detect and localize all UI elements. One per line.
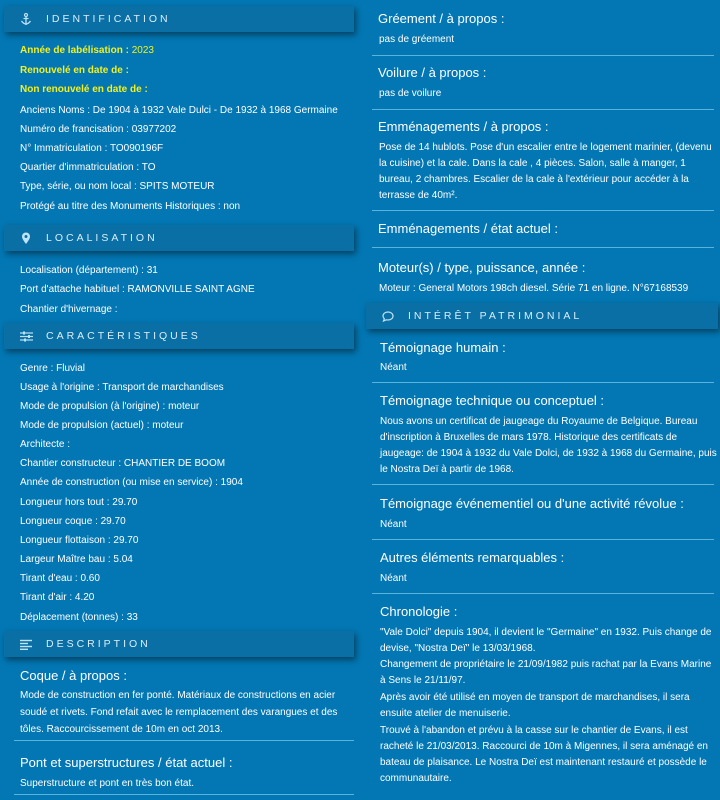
info-line: Déplacement (tonnes) : 33: [20, 612, 138, 623]
chronologie-line: communautaire.: [380, 773, 452, 784]
voilure-title: Voilure / à propos :: [378, 65, 487, 80]
chronologie-line: "Vale Dolci" depuis 1904, il devient le "Germaine" en 1932. Puis change de: [380, 627, 712, 638]
technique-line: Nous avons un certificat de jaugeage du Royaume de Belgique. Bureau: [380, 416, 698, 427]
moteur-title: Moteur(s) / type, puissance, année :: [378, 260, 586, 275]
chronologie-line: Trouvé à l'abandon et prévu à la casse sur le chantier de Evans, il est: [380, 725, 688, 736]
section-header-description: [4, 631, 354, 657]
chronologie-line: ensuite atelier de menuiserie.: [380, 708, 511, 719]
autres-text: Néant: [380, 573, 407, 584]
info-line: Longueur coque : 29.70: [20, 516, 126, 527]
coque-line: Mode de construction en fer ponté. Matériaux de constructions en acier: [20, 690, 336, 701]
section-title: CARACTÉRISTIQUES: [46, 330, 201, 342]
greement-title: Gréement / à propos :: [378, 11, 505, 26]
autres-title: Autres éléments remarquables :: [380, 550, 565, 565]
info-line: Port d'attache habituel : RAMONVILLE SAINT AGNE: [20, 284, 255, 295]
emmenagements-line: Pose de 14 hublots. Pose d'un escalier entre le logement marinier, (devenu: [379, 142, 712, 153]
info-line: Mode de propulsion (actuel) : moteur: [20, 420, 184, 431]
section-header-identification: [4, 6, 354, 32]
info-line: Chantier constructeur : CHANTIER DE BOOM: [20, 458, 226, 469]
info-line: Numéro de francisation : 03977202: [20, 124, 177, 135]
annee-labelisation: Année de labélisation : 2023: [20, 45, 154, 56]
info-line: Protégé au titre des Monuments Historiques : non: [20, 201, 241, 212]
coque-title: Coque / à propos :: [20, 668, 127, 683]
section-header-localisation: [4, 225, 354, 251]
info-line: Type, série, ou nom local : SPITS MOTEUR: [20, 181, 215, 192]
divider: [372, 55, 714, 56]
humain-title: Témoignage humain :: [380, 340, 506, 355]
chronologie-line: à Sens le 21/11/97.: [380, 675, 466, 686]
section-title: DESCRIPTION: [46, 638, 151, 650]
info-line: Chantier d'hivernage :: [20, 304, 118, 315]
divider: [14, 740, 354, 741]
info-line: Longueur flottaison : 29.70: [20, 535, 139, 546]
chronologie-title: Chronologie :: [380, 604, 458, 619]
technique-line: jaugeage: de 1904 à 1932 du Vale Dolci, de 1932 à 1968 du Germaine, puis: [380, 448, 717, 459]
section-header-caracteristiques: [4, 323, 354, 349]
chronologie-line: racheté le 21/03/2013. Raccourci de 10m à Migennes, il sera aménagé en: [380, 741, 708, 752]
info-line: Quartier d'immatriculation : TO: [20, 162, 156, 173]
text-align-icon: [18, 636, 34, 652]
divider: [372, 484, 714, 485]
chronologie-line: Changement de propriétaire le 21/09/1982 puis rachat par la Evans Marine: [380, 659, 712, 670]
evenementiel-title: Témoignage événementiel ou d'une activité révolue :: [380, 496, 684, 511]
divider: [372, 109, 714, 110]
info-line: Longueur hors tout : 29.70: [20, 497, 138, 508]
info-line: Architecte :: [20, 439, 71, 450]
emmenagements-line: terrasse de 40m².: [379, 190, 458, 201]
info-line: N° Immatriculation : TO090196F: [20, 143, 164, 154]
technique-line: le Nostra Deï à partir de 1968.: [380, 464, 514, 475]
sliders-icon: [18, 328, 34, 344]
chronologie-line: devise, "Nostra Deï" le 13/03/1968.: [380, 643, 536, 654]
chronologie-line: bateau de plaisance. Le Nostra Deï est maintenant restauré et possède le: [380, 757, 707, 768]
info-line: Usage à l'origine : Transport de marchandises: [20, 382, 224, 393]
technique-title: Témoignage technique ou conceptuel :: [380, 393, 605, 408]
section-title: LOCALISATION: [46, 232, 158, 244]
chronologie-line: Après avoir été utilisé en moyen de transport de marchandises, il sera: [380, 692, 690, 703]
emmenagements-etat-title: Emménagements / état actuel :: [378, 221, 558, 236]
humain-text: Néant: [380, 362, 407, 373]
section-header-interet: [366, 303, 718, 329]
info-line: Anciens Noms : De 1904 à 1932 Vale Dulci - De 1932 à 1968 Germaine: [20, 105, 338, 116]
info-line: Genre : Fluvial: [20, 363, 86, 374]
pont-title: Pont et superstructures / état actuel :: [20, 755, 233, 770]
info-line: Tirant d'air : 4.20: [20, 592, 95, 603]
renouvele: Renouvelé en date de :: [20, 65, 129, 76]
divider: [372, 382, 714, 383]
divider: [372, 210, 714, 211]
non-renouvele: Non renouvelé en date de :: [20, 84, 148, 95]
info-line: Largeur Maître bau : 5.04: [20, 554, 133, 565]
pont-text: Superstructure et pont en très bon état.: [20, 778, 194, 789]
coque-line: soudé et rivets. Fond refait avec le remplacement des varangues et des: [20, 707, 338, 718]
right-column: [364, 0, 720, 800]
info-line: Mode de propulsion (à l'origine) : moteur: [20, 401, 200, 412]
map-pin-icon: [18, 230, 34, 246]
section-title: INTÉRÊT PATRIMONIAL: [408, 310, 583, 322]
emmenagements-line: bureau, 2 chambres. Escalier de la cale à l'extérieur pour accéder à la: [379, 174, 689, 185]
coque-line: tôles. Raccourcissement de 10m en oct 2013.: [20, 724, 223, 735]
divider: [14, 794, 354, 795]
divider: [372, 593, 714, 594]
emmenagements-title: Emménagements / à propos :: [378, 119, 549, 134]
moteur-text: Moteur : General Motors 198ch diesel. Série 71 en ligne. N°67168539: [379, 283, 689, 294]
info-line: Tirant d'eau : 0.60: [20, 573, 100, 584]
divider: [372, 539, 714, 540]
section-title: IDENTIFICATION: [46, 13, 171, 25]
emmenagements-line: la cuisine) et la cale. Dans la cale , 4 pièces. Salon, salle à manger, 1: [379, 158, 686, 169]
anchor-icon: [18, 11, 34, 27]
info-line: Année de construction (ou mise en service) : 1904: [20, 477, 243, 488]
technique-line: d'inscription à Bruxelles de mars 1978. Historique des certificats de: [380, 432, 678, 443]
info-line: Localisation (département) : 31: [20, 265, 158, 276]
chat-bubble-icon: [380, 308, 396, 324]
divider: [372, 247, 714, 248]
evenementiel-text: Néant: [380, 519, 407, 530]
greement-text: pas de gréement: [379, 34, 455, 45]
voilure-text: pas de voilure: [379, 88, 442, 99]
